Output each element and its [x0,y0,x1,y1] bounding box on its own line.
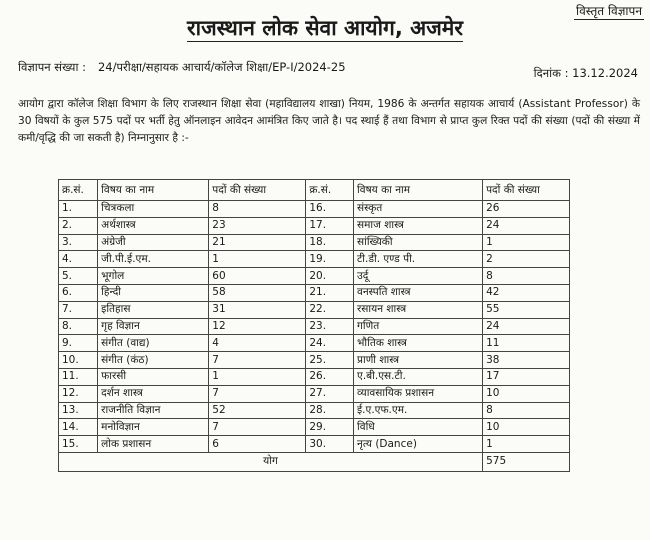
posts-cell: 10 [483,385,570,402]
posts-cell: 7 [209,352,306,369]
serial-cell: 14. [59,419,98,436]
subject-cell: जी.पी.ई.एम. [98,251,209,268]
posts-cell: 8 [483,268,570,285]
serial-cell: 30. [306,436,354,453]
subject-cell: राजनीति विज्ञान [98,402,209,419]
posts-table [58,179,570,472]
subject-cell: अंग्रेजी [98,234,209,251]
posts-cell: 6 [209,436,306,453]
subject-cell: संगीत (कंठ) [98,352,209,369]
table-row [59,251,570,268]
subject-cell: फारसी [98,368,209,385]
subject-cell: भौतिक शास्त्र [354,335,483,352]
total-row [59,452,570,471]
serial-cell: 2. [59,217,98,234]
posts-cell: 60 [209,268,306,285]
subject-cell: प्राणी शास्त्र [354,352,483,369]
table-row [59,335,570,352]
posts-cell: 21 [209,234,306,251]
serial-cell: 21. [306,284,354,301]
posts-cell: 38 [483,352,570,369]
subject-cell: वनस्पति शास्त्र [354,284,483,301]
subject-cell: चित्रकला [98,201,209,218]
table-row [59,268,570,285]
subject-cell: उर्दू [354,268,483,285]
table-row [59,436,570,453]
serial-cell: 7. [59,301,98,318]
serial-cell: 19. [306,251,354,268]
col-subject-header-2: विषय का नाम [354,180,483,201]
table-row [59,385,570,402]
posts-cell: 8 [209,201,306,218]
subject-cell: अर्थशास्त्र [98,217,209,234]
serial-cell: 12. [59,385,98,402]
col-subject-header: विषय का नाम [98,180,209,201]
posts-cell: 4 [209,335,306,352]
subject-cell: लोक प्रशासन [98,436,209,453]
serial-cell: 6. [59,284,98,301]
ad-number-value: 24/परीक्षा/सहायक आचार्य/कॉलेज शिक्षा/EP-I/2024-25 [97,60,346,74]
serial-cell: 10. [59,352,98,369]
serial-cell: 9. [59,335,98,352]
serial-cell: 1. [59,201,98,218]
table-row [59,301,570,318]
posts-cell: 12 [209,318,306,335]
posts-cell: 1 [209,251,306,268]
table-row [59,284,570,301]
posts-cell: 26 [483,201,570,218]
table-row [59,217,570,234]
table-row [59,419,570,436]
table-row [59,234,570,251]
col-posts-header: पदों की संख्या [209,180,306,201]
serial-cell: 15. [59,436,98,453]
page-title [0,14,650,42]
serial-cell: 25. [306,352,354,369]
title-text: राजस्थान लोक सेवा आयोग, अजमेर [187,16,463,40]
posts-cell: 8 [483,402,570,419]
subject-cell: इतिहास [98,301,209,318]
serial-cell: 28. [306,402,354,419]
table-header-row [59,180,570,201]
serial-cell: 27. [306,385,354,402]
ad-number-label: विज्ञापन संख्या : [18,60,86,74]
posts-cell: 10 [483,419,570,436]
serial-cell: 24. [306,335,354,352]
posts-cell: 31 [209,301,306,318]
serial-cell: 23. [306,318,354,335]
total-label: योग [59,452,483,471]
col-serial-header: क्र.सं. [59,180,98,201]
posts-cell: 24 [483,318,570,335]
posts-cell: 42 [483,284,570,301]
table-row [59,368,570,385]
posts-cell: 1 [483,234,570,251]
table-row [59,318,570,335]
table-row [59,201,570,218]
table-row [59,352,570,369]
date-label: दिनांक : [533,66,569,80]
posts-cell: 1 [483,436,570,453]
posts-cell: 1 [209,368,306,385]
posts-cell: 17 [483,368,570,385]
posts-cell: 58 [209,284,306,301]
subject-cell: ए.बी.एस.टी. [354,368,483,385]
serial-cell: 13. [59,402,98,419]
serial-cell: 11. [59,368,98,385]
posts-cell: 7 [209,419,306,436]
subject-cell: संस्कृत [354,201,483,218]
posts-cell: 2 [483,251,570,268]
subject-cell: समाज शास्त्र [354,217,483,234]
subject-cell: रसायन शास्त्र [354,301,483,318]
serial-cell: 26. [306,368,354,385]
subject-cell: ई.ए.एफ.एम. [354,402,483,419]
subject-cell: भूगोल [98,268,209,285]
subject-cell: गणित [354,318,483,335]
subject-cell: टी.डी. एण्ड पी. [354,251,483,268]
subject-cell: नृत्य (Dance) [354,436,483,453]
serial-cell: 29. [306,419,354,436]
total-value: 575 [483,452,570,471]
subject-cell: दर्शन शास्त्र [98,385,209,402]
posts-cell: 52 [209,402,306,419]
subject-cell: संगीत (वाद्य) [98,335,209,352]
posts-cell: 7 [209,385,306,402]
table-row [59,402,570,419]
col-posts-header-2: पदों की संख्या [483,180,570,201]
serial-cell: 20. [306,268,354,285]
serial-cell: 22. [306,301,354,318]
detailed-ad-tag: विस्तृत विज्ञापन [576,4,642,18]
serial-cell: 4. [59,251,98,268]
serial-cell: 8. [59,318,98,335]
serial-cell: 5. [59,268,98,285]
posts-cell: 11 [483,335,570,352]
ad-date [534,66,638,81]
serial-cell: 18. [306,234,354,251]
col-serial-header-2: क्र.सं. [306,180,354,201]
subject-cell: मनोविज्ञान [98,419,209,436]
posts-cell: 24 [483,217,570,234]
subject-cell: गृह विज्ञान [98,318,209,335]
posts-cell: 55 [483,301,570,318]
intro-paragraph: आयोग द्वारा कॉलेज शिक्षा विभाग के लिए राजस्थान शिक्षा सेवा (महाविद्यालय शाखा) नियम, 1986 के अन्तर्गत सहायक आचार्य (Assistant Professor) के 30 विषयों के कुल 575 पदों पर भर्ती हेतु ऑनलाइन आवेदन आमंत्रित किए जाते है। पद स्थाई हैं तथा विभाग से प्राप्त कुल रिक्त पदों की संख्या (पदों की संख्या में कमी/वृद्धि की जा सकती है) निम्नानुसार है :- [18,98,640,144]
posts-cell: 23 [209,217,306,234]
serial-cell: 16. [306,201,354,218]
subject-cell: विधि [354,419,483,436]
serial-cell: 3. [59,234,98,251]
serial-cell: 17. [306,217,354,234]
subject-cell: हिन्दी [98,284,209,301]
subject-cell: व्यावसायिक प्रशासन [354,385,483,402]
subject-cell: सांख्यिकी [354,234,483,251]
date-value: 13.12.2024 [572,66,638,80]
ad-number [18,60,346,75]
